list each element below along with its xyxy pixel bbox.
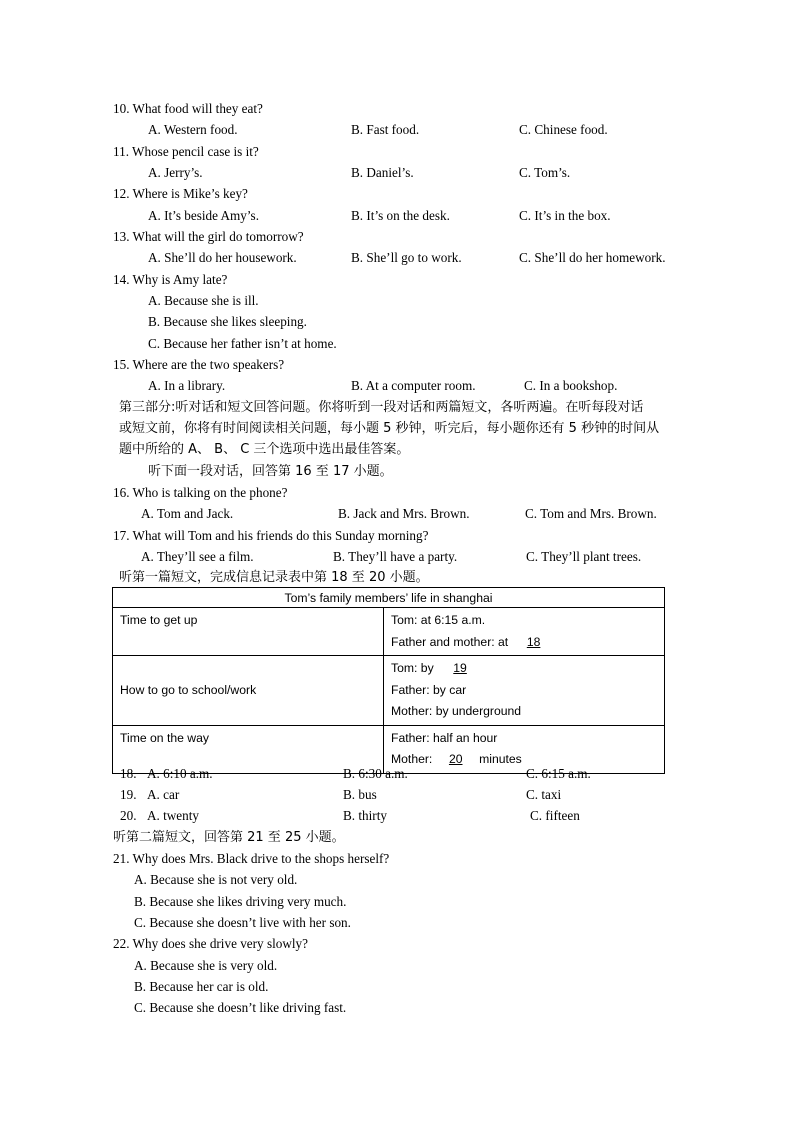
option-a: A. They’ll see a film. (141, 549, 254, 564)
option-b: B. They’ll have a party. (333, 549, 458, 564)
question-20-options (0, 808, 794, 824)
passage2-intro: 听第二篇短文，回答第 21 至 25 小题。 (113, 830, 345, 845)
option-a: A. She’ll do her housework. (148, 250, 297, 265)
option-b: B. Because she likes driving very much. (134, 894, 347, 909)
option-b: B. At a computer room. (351, 378, 476, 393)
option-b: B. thirty (343, 808, 387, 823)
option-b: B. Because her car is old. (134, 979, 269, 994)
info-record-table (112, 587, 665, 774)
question-12-options (0, 208, 794, 224)
row-content (384, 656, 665, 726)
option-b: B. It’s on the desk. (351, 208, 450, 223)
option-b: B. Daniel’s. (351, 165, 414, 180)
option-c: C. Because she doesn’t live with her son. (134, 915, 351, 930)
row-label-text: Time to get up (120, 613, 198, 627)
row-label (113, 656, 384, 726)
option-c: C. Chinese food. (519, 122, 608, 137)
question-22: 22. Why does she drive very slowly? (113, 936, 308, 951)
question-17-options (0, 549, 794, 565)
option-a: A. car (147, 787, 180, 802)
option-a: A. 6:10 a.m. (147, 766, 213, 781)
question-16: 16. Who is talking on the phone? (113, 485, 288, 500)
question-13: 13. What will the girl do tomorrow? (113, 229, 304, 244)
question-19-options (0, 787, 794, 803)
question-18-options (0, 766, 794, 782)
row-label-text: Time on the way (120, 730, 209, 745)
row-line: Father: by car (391, 682, 467, 697)
question-15: 15. Where are the two speakers? (113, 357, 285, 372)
part3-instructions-line3: 题中所给的 A、 B、 C 三个选项中选出最佳答案。 (119, 442, 410, 457)
part3-instructions-line2: 或短文前，你将有时间阅读相关问题，每小题 5 秒钟，听完后，每小题你还有 5 秒钟的时间从 (119, 421, 660, 436)
row-line (391, 658, 657, 680)
option-a: A. In a library. (148, 378, 226, 393)
option-c: C. They’ll plant trees. (526, 549, 642, 564)
question-11: 11. Whose pencil case is it? (113, 144, 259, 159)
option-b: B. bus (343, 787, 377, 802)
row-line: Tom: at 6:15 a.m. (391, 613, 486, 627)
question-16-options (0, 506, 794, 522)
option-b: B. 6:30 a.m. (343, 766, 408, 781)
question-10: 10. What food will they eat? (113, 101, 263, 116)
option-c: C. Tom’s. (519, 165, 571, 180)
passage1-intro: 听第一篇短文，完成信息记录表中第 18 至 20 小题。 (119, 570, 429, 585)
line-prefix: Father and mother: at (391, 634, 512, 649)
question-number: 20. (120, 808, 137, 823)
row-label-text: How to go to school/work (120, 682, 257, 697)
blank-19: 19 (453, 661, 467, 675)
question-number: 18. (120, 766, 137, 781)
option-a: A. Tom and Jack. (141, 506, 234, 521)
option-a: A. Because she is very old. (134, 958, 278, 973)
option-a: A. Because she is ill. (148, 293, 259, 308)
option-c: C. fifteen (530, 808, 580, 823)
option-b: B. Fast food. (351, 122, 420, 137)
option-c: C. 6:15 a.m. (526, 766, 591, 781)
option-a: A. twenty (147, 808, 200, 823)
row-line: Father: half an hour (391, 730, 498, 745)
option-c: C. Because she doesn’t like driving fast. (134, 1000, 347, 1015)
blank-20: 20 (448, 752, 463, 766)
row-label (113, 608, 384, 656)
option-a: A. It’s beside Amy’s. (148, 208, 259, 223)
option-b: B. Jack and Mrs. Brown. (338, 506, 470, 521)
option-c: C. Because her father isn’t at home. (148, 336, 337, 351)
question-12: 12. Where is Mike’s key? (113, 186, 248, 201)
dialogue-intro: 听下面一段对话，回答第 16 至 17 小题。 (148, 464, 393, 479)
option-c: C. It’s in the box. (519, 208, 611, 223)
table-row (113, 608, 665, 656)
question-21: 21. Why does Mrs. Black drive to the shops herself? (113, 851, 390, 866)
option-b: B. She’ll go to work. (351, 250, 462, 265)
row-content (384, 608, 665, 656)
option-c: C. Tom and Mrs. Brown. (525, 506, 657, 521)
table-row (113, 656, 665, 726)
row-line: Mother: by underground (391, 704, 522, 718)
question-13-options (0, 250, 794, 266)
blank-18: 18 (526, 634, 541, 649)
row-line (391, 632, 657, 654)
question-15-options (0, 378, 794, 394)
question-10-options (0, 122, 794, 138)
option-a: A. Jerry’s. (148, 165, 203, 180)
question-number: 19. (120, 787, 137, 802)
option-c: C. taxi (526, 787, 562, 802)
table-title: Tom’s family members’ life in shanghai (113, 588, 665, 608)
option-c: C. She’ll do her homework. (519, 250, 666, 265)
question-17: 17. What will Tom and his friends do this Sunday morning? (113, 528, 429, 543)
question-14: 14. Why is Amy late? (113, 272, 228, 287)
option-b: B. Because she likes sleeping. (148, 314, 307, 329)
option-c: C. In a bookshop. (524, 378, 618, 393)
line-prefix: Tom: by (391, 661, 438, 675)
part3-instructions-line1: 第三部分:听对话和短文回答问题。你将听到一段对话和两篇短文，各听两遍。在听每段对话 (119, 400, 644, 415)
line-suffix: minutes (475, 752, 522, 766)
option-a: A. Western food. (148, 122, 238, 137)
line-prefix: Mother: (391, 752, 436, 766)
table-title-row (113, 588, 665, 608)
option-a: A. Because she is not very old. (134, 872, 298, 887)
question-11-options (0, 165, 794, 181)
